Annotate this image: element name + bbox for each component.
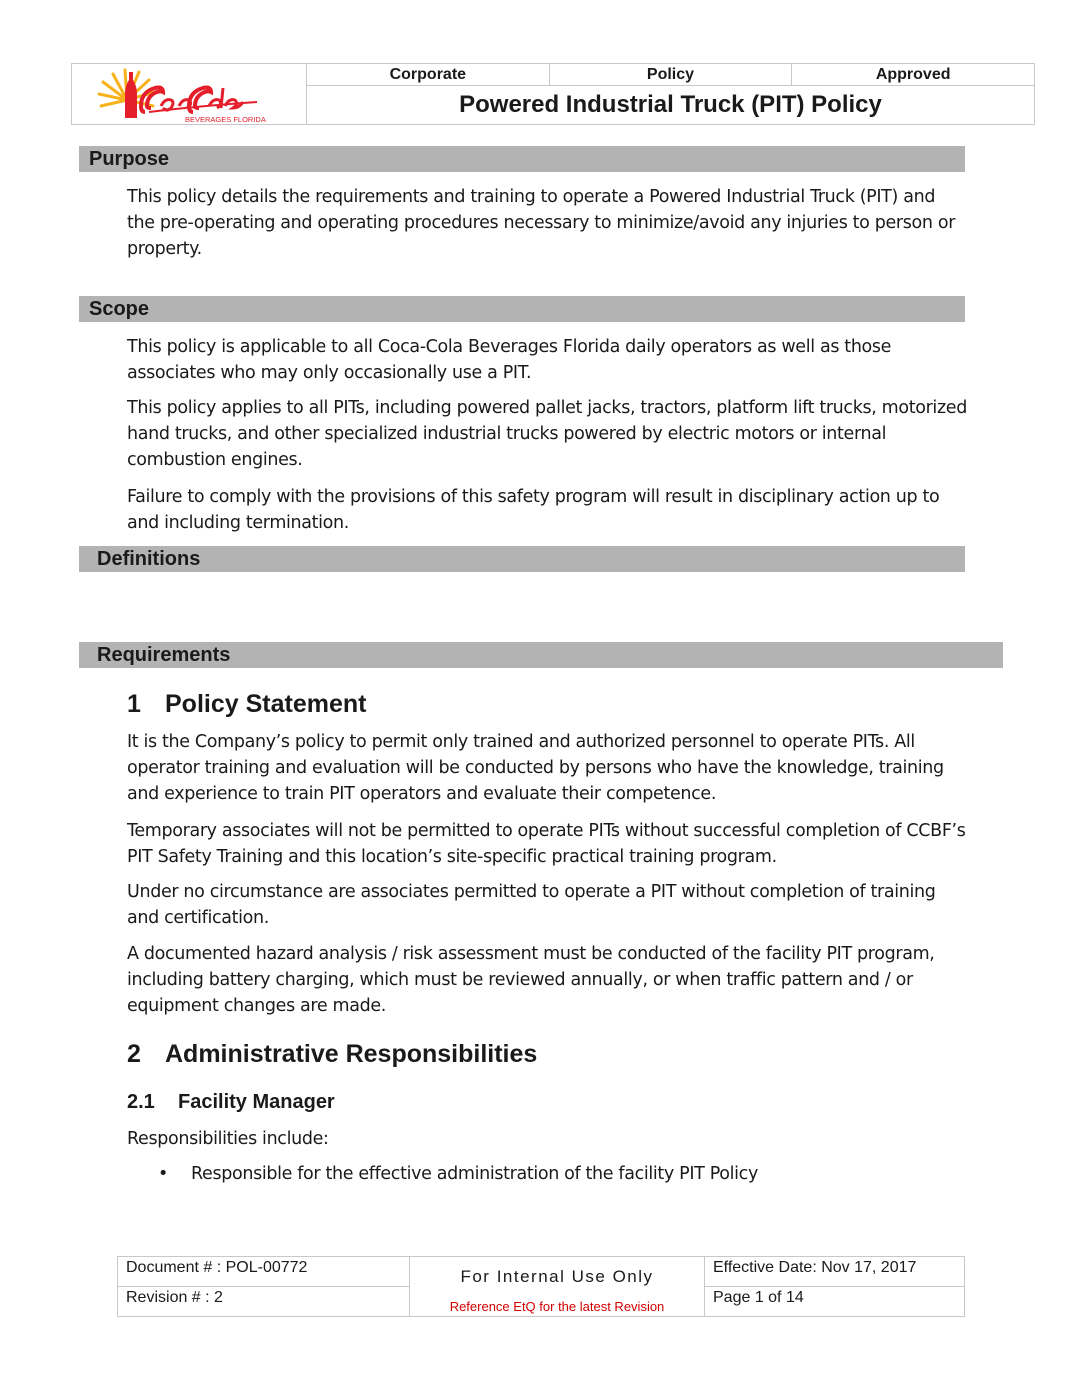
page-number: Page 1 of 14 (705, 1287, 965, 1317)
document-number: Document # : POL-00772 (118, 1257, 410, 1287)
header-label-policy: Policy (549, 64, 792, 86)
list-item (158, 1161, 758, 1187)
subheading-number: 2.1 (127, 1091, 155, 1113)
effective-date: Effective Date: Nov 17, 2017 (705, 1257, 965, 1287)
logo-cell (72, 64, 307, 125)
policy-paragraph-2: Temporary associates will not be permitted to operate PITs without successful completion of CCBF’s PIT Safety Training and this location’s site-specific practical training program. (127, 821, 966, 867)
document-header (71, 63, 1035, 125)
scope-paragraph-1: This policy is applicable to all Coca-Cola Beverages Florida daily operators as well as those associates who may only occasionally use a PIT. (127, 337, 892, 383)
heading-facility-manager (127, 1090, 335, 1114)
heading-number: 1 (127, 690, 141, 718)
heading-number: 2 (127, 1040, 141, 1068)
section-heading-definitions: Definitions (79, 546, 965, 572)
purpose-paragraph: This policy details the requirements and training to operate a Powered Industrial Truck (PIT) and the pre-operating and operating procedures necessary to minimize/avoid any injuries to person or property. (127, 187, 956, 259)
section-heading-requirements: Requirements (79, 642, 1003, 668)
sunburst-bottle-logo-icon (89, 64, 289, 124)
revision-reference-note: Reference EtQ for the latest Revision (449, 1299, 665, 1314)
heading-administrative-responsibilities (127, 1039, 537, 1069)
section-heading-scope: Scope (79, 296, 965, 322)
heading-policy-statement (127, 689, 366, 719)
policy-paragraph-4: A documented hazard analysis / risk assessment must be conducted of the facility PIT program, including battery charging, which must be reviewed annually, or when traffic pattern and / or equipment changes are made. (127, 944, 935, 1016)
header-label-corporate: Corporate (307, 64, 550, 86)
heading-text: Administrative Responsibilities (165, 1040, 538, 1068)
document-footer (117, 1256, 965, 1317)
logo-tagline: BEVERAGES FLORIDA (185, 115, 266, 124)
header-label-approved: Approved (792, 64, 1035, 86)
policy-paragraph-1: It is the Company’s policy to permit only trained and authorized personnel to operate PITs. All operator training and evaluation will be conducted by persons who have the knowledge, training and experience to train PIT operators and evaluate their competence. (127, 732, 944, 804)
policy-paragraph-3: Under no circumstance are associates permitted to operate a PIT without completion of training and certification. (127, 882, 936, 928)
scope-paragraph-2: This policy applies to all PITs, including powered pallet jacks, tractors, platform lift trucks, motorized hand trucks, and other specialized industrial trucks powered by electric motors or internal combustion engines. (127, 398, 967, 470)
document-title: Powered Industrial Truck (PIT) Policy (307, 86, 1035, 125)
scope-paragraph-3: Failure to comply with the provisions of this safety program will result in disciplinary action up to and including termination. (127, 487, 940, 533)
heading-text: Policy Statement (165, 690, 367, 718)
responsibilities-intro: Responsibilities include: (127, 1129, 329, 1149)
internal-use-label: For Internal Use Only (460, 1267, 654, 1286)
subheading-text: Facility Manager (178, 1091, 335, 1113)
list-item-text: Responsible for the effective administration of the facility PIT Policy (191, 1164, 758, 1184)
revision-number: Revision # : 2 (118, 1287, 410, 1317)
section-heading-purpose: Purpose (79, 146, 965, 172)
internal-use-cell (410, 1257, 705, 1317)
bullet-icon: • (158, 1164, 168, 1184)
